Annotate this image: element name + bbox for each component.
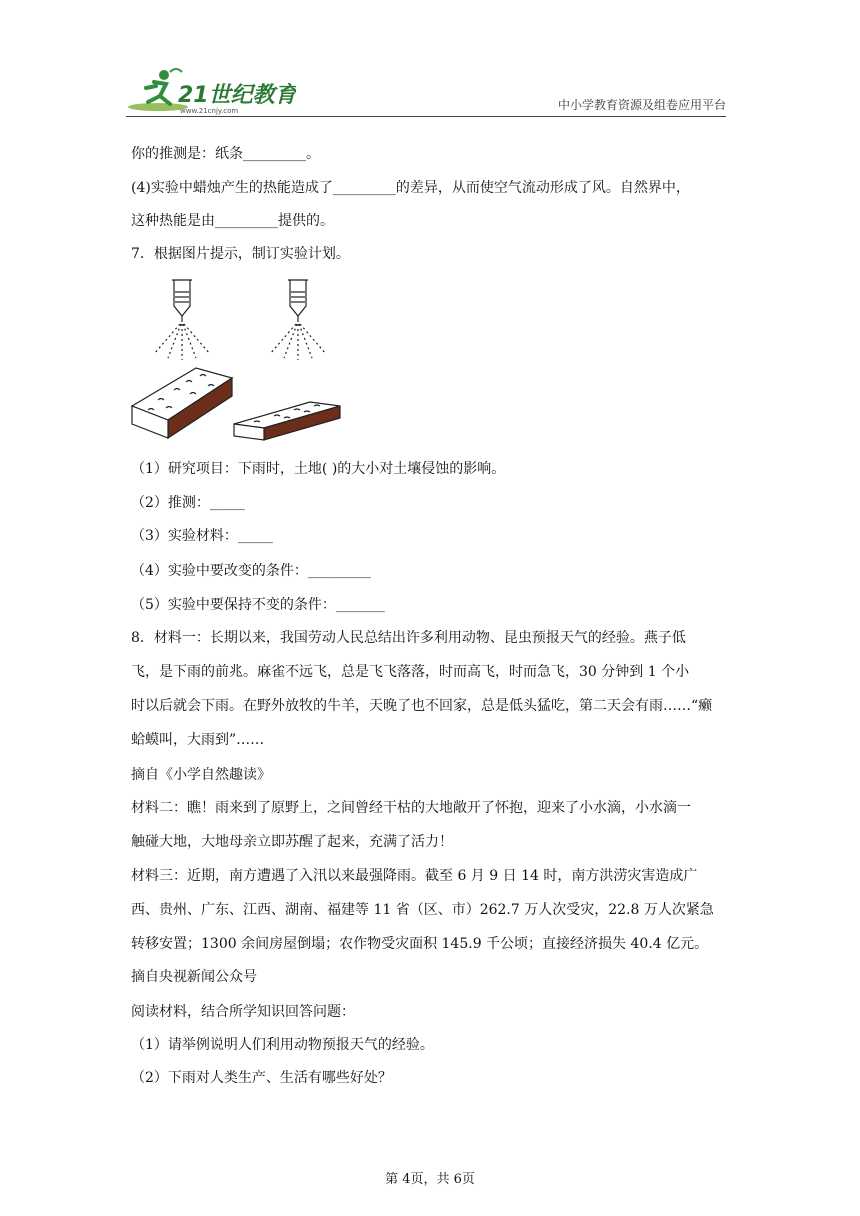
text-line: 阅读材料，结合所学知识回答问题： bbox=[131, 1004, 355, 1020]
logo-text: 21世纪教育 bbox=[178, 83, 296, 108]
text-line: 这种热能是由_________提供的。 bbox=[131, 213, 334, 229]
logo-url: www.21cnjy.com bbox=[180, 107, 239, 115]
source-line: 摘自《小学自然趣读》 bbox=[131, 767, 271, 783]
text-line: 时以后就会下雨。在野外放牧的牛羊，天晚了也不回家，总是低头猛吃，第二天会有雨……“癞 bbox=[131, 698, 713, 714]
page-footer: 第 4页，共 6页 bbox=[385, 1172, 475, 1187]
text-line: 转移安置；1300 余间房屋倒塌；农作物受灾面积 145.9 千公顷；直接经济损失 40.4 亿元。 bbox=[131, 936, 709, 952]
text-line: 你的推测是：纸条_________。 bbox=[131, 146, 320, 162]
sprinkler-left bbox=[154, 280, 210, 360]
text-line: （1）请举例说明人们利用动物预报天气的经验。 bbox=[131, 1037, 434, 1053]
steep-soil-block bbox=[132, 368, 232, 438]
text-line: 触碰大地，大地母亲立即苏醒了起来，充满了活力！ bbox=[131, 834, 453, 850]
text-line: 飞，是下雨的前兆。麻雀不远飞，总是飞飞落落，时而高飞，时而急飞，30 分钟到 1 个小 bbox=[131, 664, 690, 680]
text-line: 蛤蟆叫，大雨到”…… bbox=[131, 732, 265, 748]
text-line: (4)实验中蜡烛产生的热能造成了_________的差异，从而使空气流动形成了风。自然界中， bbox=[131, 180, 690, 196]
question-8: 8．材料一：长期以来，我国劳动人民总结出许多利用动物、昆虫预报天气的经验。燕子低 bbox=[131, 630, 686, 646]
text-line: （1）研究项目：下雨时，土地( )的大小对土壤侵蚀的影响。 bbox=[131, 461, 506, 477]
text-line: （4）实验中要改变的条件：_________ bbox=[131, 563, 371, 579]
logo bbox=[126, 66, 296, 116]
source-line: 摘自央视新闻公众号 bbox=[131, 969, 257, 985]
text-line: 材料三：近期，南方遭遇了入汛以来最强降雨。截至 6 月 9 日 14 时，南方洪涝灾害造成广 bbox=[131, 868, 698, 884]
text-line: （3）实验材料：_____ bbox=[131, 528, 273, 544]
text-line: （5）实验中要保持不变的条件：_______ bbox=[131, 597, 385, 613]
text-line: 材料二：瞧！雨来到了原野上，之间曾经干枯的大地敞开了怀抱，迎来了小水滴，小水滴一 bbox=[131, 800, 691, 816]
text-line: （2）下雨对人类生产、生活有哪些好处？ bbox=[131, 1070, 392, 1086]
header-divider bbox=[126, 116, 726, 117]
sprinkler-right bbox=[270, 280, 326, 360]
page-header bbox=[126, 66, 726, 120]
text-line: （2）推测：_____ bbox=[131, 495, 245, 511]
platform-name: 中小学教育资源及组卷应用平台 bbox=[557, 98, 726, 112]
experiment-figure bbox=[128, 272, 358, 448]
gentle-soil-block bbox=[234, 402, 340, 440]
question-7: 7．根据图片提示，制订实验计划。 bbox=[131, 246, 350, 262]
text-line: 西、贵州、广东、江西、湖南、福建等 11 省（区、市）262.7 万人次受灾，22.8 万人次紧急 bbox=[131, 902, 714, 918]
